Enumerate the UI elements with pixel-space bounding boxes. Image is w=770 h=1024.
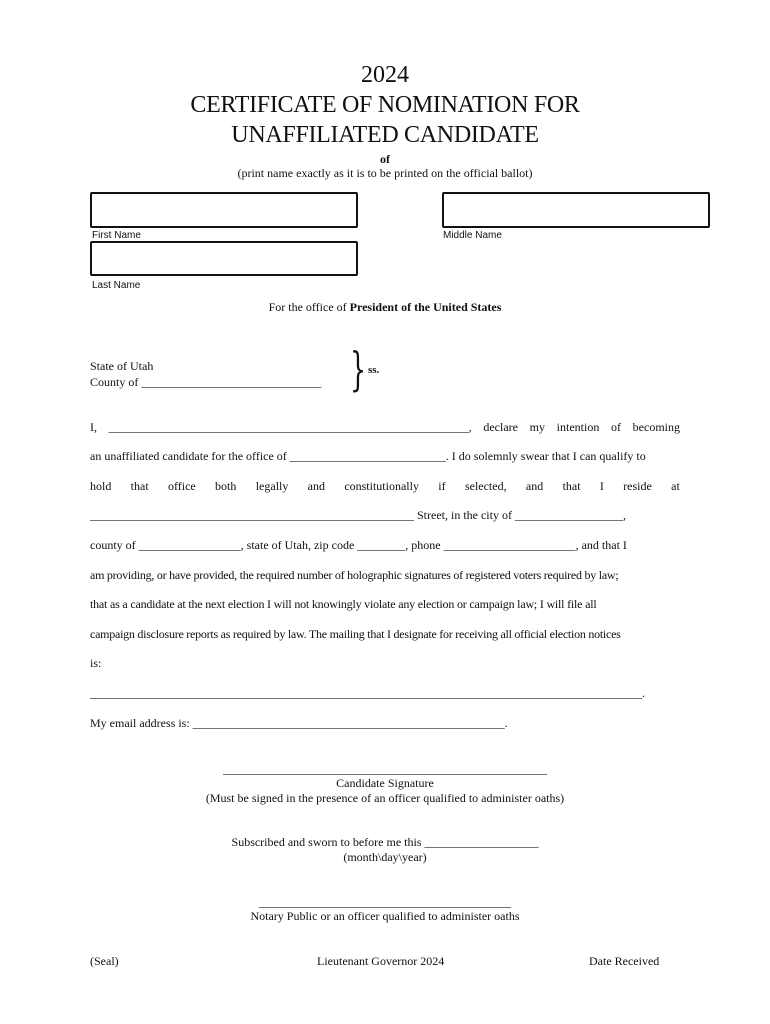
declaration-line7: that as a candidate at the next election I will not knowingly violate any election or campaign law; I will file all — [90, 597, 597, 611]
lieutenant-governor-label: Lieutenant Governor 2024 — [317, 954, 445, 968]
word: if — [438, 479, 446, 493]
word: reside — [623, 479, 652, 493]
venue-state: State of Utah — [90, 359, 154, 373]
office-name: President of the United States — [349, 300, 502, 314]
first-name-field[interactable] — [90, 192, 358, 228]
word: hold — [90, 479, 112, 493]
declaration-line4: ______________________________________________________ Street, in the city of __________________, — [90, 508, 626, 522]
notary-label: Notary Public or an officer qualified to administer oaths — [250, 909, 520, 923]
venue-county: County of ______________________________ — [90, 375, 322, 389]
word: constitutionally — [344, 479, 419, 493]
word: both — [215, 479, 237, 493]
word: at — [671, 479, 680, 493]
declaration-line6: am providing, or have provided, the required number of holographic signatures of registered voters required by law; — [90, 568, 619, 582]
ss-label: ss. — [368, 364, 380, 376]
declaration-line5: county of _________________, state of Utah, zip code ________, phone ______________________, and that I — [90, 538, 627, 552]
word: that — [130, 479, 149, 493]
middle-name-label: Middle Name — [443, 230, 502, 241]
word: selected, — [464, 479, 507, 493]
word: and — [525, 479, 544, 493]
brace-icon: } — [350, 342, 367, 396]
signature-line[interactable]: ______________________________________________________ — [223, 762, 547, 776]
middle-name-field[interactable] — [442, 192, 710, 228]
last-name-label: Last Name — [92, 280, 141, 291]
declaration-line8: campaign disclosure reports as required by law. The mailing that I designate for receiving all official election notices — [90, 627, 621, 641]
declaration-line9: is: — [90, 656, 102, 670]
seal-label: (Seal) — [90, 954, 119, 968]
form-title-line1: CERTIFICATE OF NOMINATION FOR — [190, 92, 580, 118]
form-title-line2: UNAFFILIATED CANDIDATE — [231, 122, 539, 148]
declaration-line1: I, ____________________________________________________________, declare my intention of becoming — [90, 420, 680, 434]
sworn-statement: Subscribed and sworn to before me this ___________________ — [231, 835, 539, 849]
signature-note: (Must be signed in the presence of an officer qualified to administer oaths) — [205, 791, 565, 805]
sworn-date-format: (month\day\year) — [343, 850, 427, 864]
of-label: of — [380, 152, 390, 166]
notary-signature-line[interactable]: __________________________________________ — [259, 895, 511, 909]
word: and — [307, 479, 325, 493]
word: legally — [255, 479, 289, 493]
declaration-line2: an unaffiliated candidate for the office of __________________________. I do solemnly swear that I can qualify to — [90, 449, 646, 463]
word: office — [167, 479, 196, 493]
email-line[interactable]: My email address is: ____________________________________________________. — [90, 716, 508, 730]
word: I — [599, 479, 604, 493]
form-year: 2024 — [361, 62, 409, 88]
declaration-line3 — [90, 479, 680, 494]
office-prefix: For the office of — [268, 300, 350, 314]
word: that — [562, 479, 581, 493]
date-received-label: Date Received — [589, 954, 660, 968]
office-statement — [0, 300, 770, 315]
signature-label: Candidate Signature — [336, 776, 434, 790]
last-name-field[interactable] — [90, 241, 358, 276]
mailing-address-line[interactable]: ____________________________________________________________________________________________. — [90, 686, 645, 700]
first-name-label: First Name — [92, 230, 141, 241]
print-instruction: (print name exactly as it is to be printed on the official ballot) — [237, 166, 533, 180]
